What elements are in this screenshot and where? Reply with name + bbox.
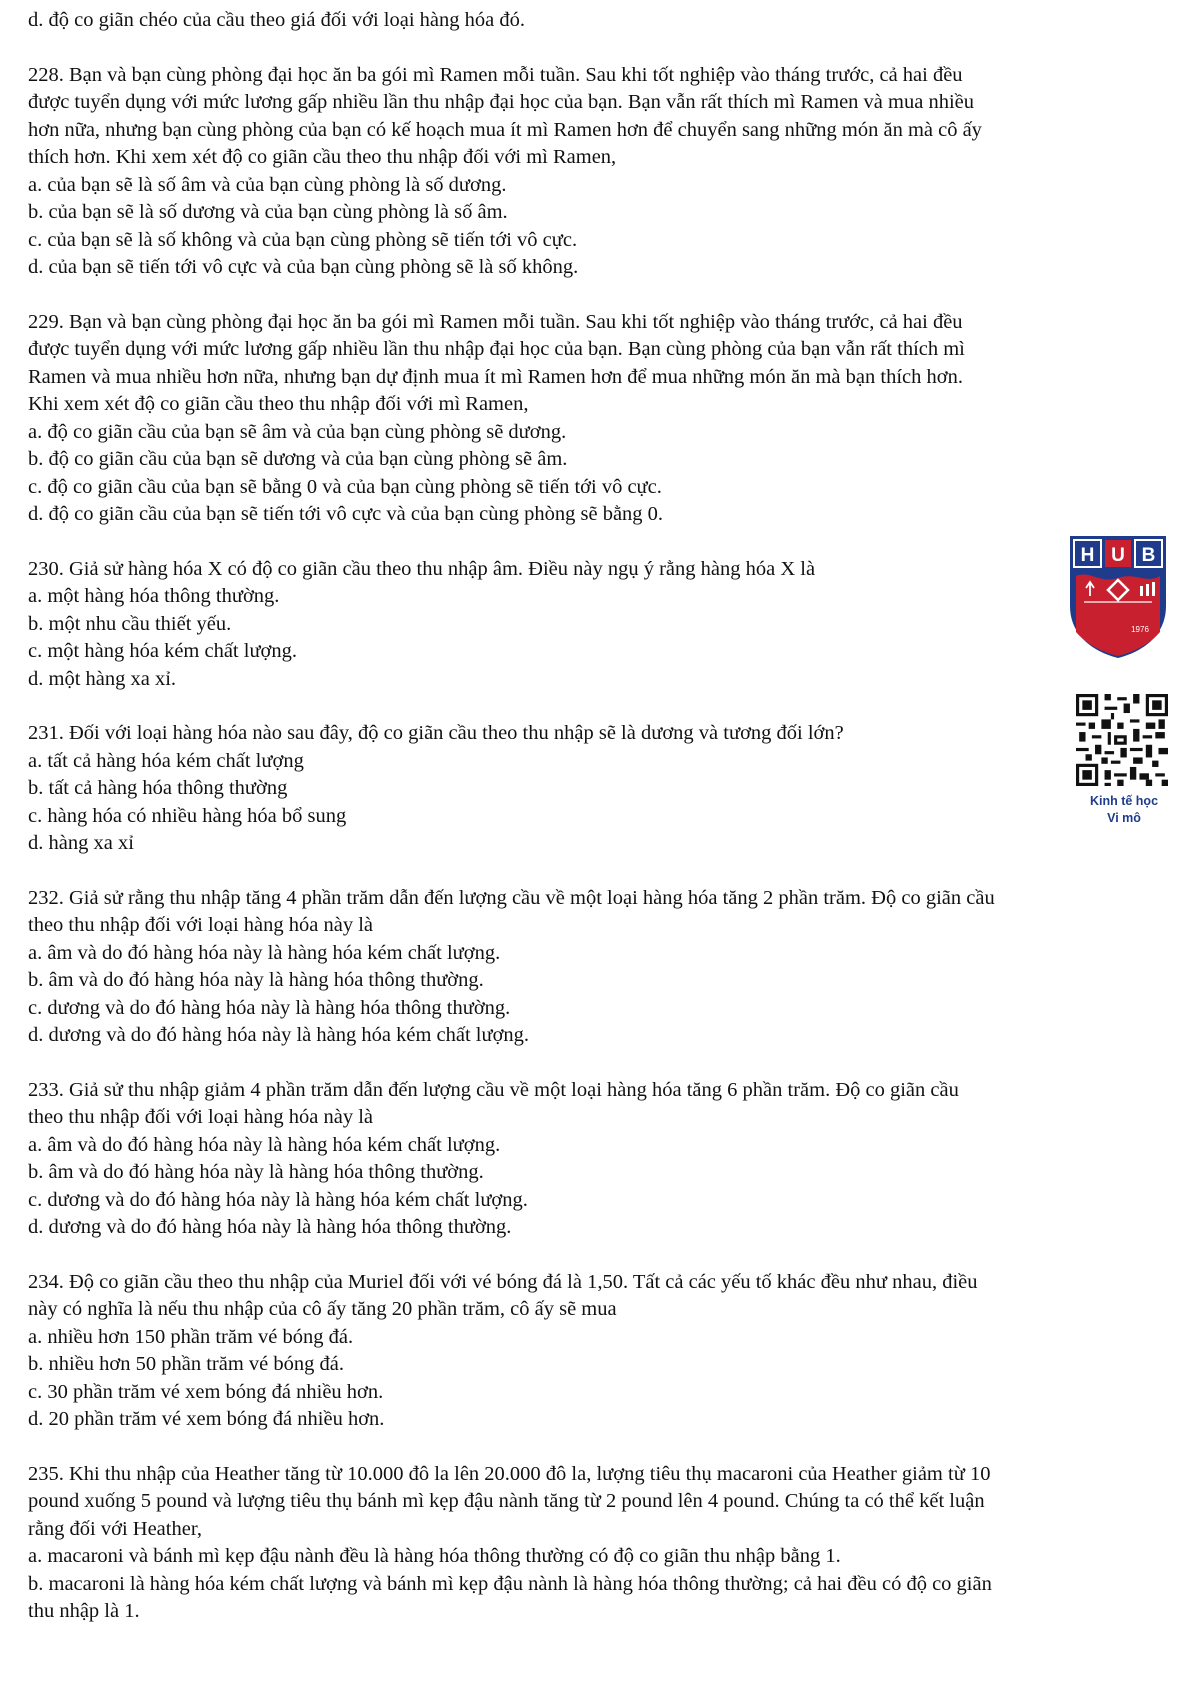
text-line: b. âm và do đó hàng hóa này là hàng hóa thông thường.	[28, 1161, 484, 1183]
logo-caption-line-2: Vi mô	[1107, 811, 1141, 825]
text-line: thích hơn. Khi xem xét độ co giãn cầu theo thu nhập đối với mì Ramen,	[28, 146, 617, 168]
text-line: d. hàng xa xỉ	[28, 832, 134, 854]
text-line: b. âm và do đó hàng hóa này là hàng hóa thông thường.	[28, 969, 484, 991]
text-line: d. độ co giãn cầu của bạn sẽ tiến tới vô cực và của bạn cùng phòng sẽ bằng 0.	[28, 503, 664, 525]
logo-letter-h: H	[1080, 545, 1095, 566]
logo-year: 1976	[1131, 625, 1149, 634]
text-line: rằng đối với Heather,	[28, 1517, 202, 1540]
text-line: c. dương và do đó hàng hóa này là hàng hóa kém chất lượng.	[28, 1188, 528, 1211]
text-line: này có nghĩa là nếu thu nhập của cô ấy tăng 20 phần trăm, cô ấy sẽ mua	[28, 1298, 617, 1320]
text-line: hơn nữa, nhưng bạn cùng phòng của bạn có kế hoạch mua ít mì Ramen hơn để chuyển sang những món ăn mà cô ấy	[28, 118, 982, 141]
question-stem-line: 234. Độ co giãn cầu theo thu nhập của Muriel đối với vé bóng đá là 1,50. Tất cả các yếu tố khác đều như nhau, điều	[28, 1270, 978, 1293]
logo-letter-b: B	[1141, 545, 1156, 566]
text-line: b. nhiều hơn 50 phần trăm vé bóng đá.	[28, 1353, 344, 1375]
question-stem-line: 235. Khi thu nhập của Heather tăng từ 10.000 đô la lên 20.000 đô la, lượng tiêu thụ macaroni của Heather giảm từ 10	[28, 1462, 991, 1485]
logo-caption-line-1: Kinh tế học	[1089, 794, 1159, 808]
text-line: được tuyển dụng với mức lương gấp nhiều lần thu nhập đại học của bạn. Bạn vẫn rất thích mì Ramen và mua nhiều	[28, 91, 974, 113]
text-line: Khi xem xét độ co giãn cầu theo thu nhập đối với mì Ramen,	[28, 393, 529, 415]
hub-logo	[1070, 536, 1166, 658]
text-line: b. macaroni là hàng hóa kém chất lượng và bánh mì kẹp đậu nành là hàng hóa thông thường; cả hai đều có độ co giãn	[28, 1572, 992, 1595]
text-line: d. độ co giãn chéo của cầu theo giá đối với loại hàng hóa đó.	[28, 9, 525, 31]
text-line: theo thu nhập đối với loại hàng hóa này là	[28, 914, 374, 936]
text-line: a. macaroni và bánh mì kẹp đậu nành đều là hàng hóa thông thường có độ co giãn thu nhập bằng 1.	[28, 1545, 841, 1567]
text-line: b. một nhu cầu thiết yếu.	[28, 612, 232, 635]
text-line: c. một hàng hóa kém chất lượng.	[28, 640, 298, 662]
text-line: Ramen và mua nhiều hơn nữa, nhưng bạn dự định mua ít mì Ramen hơn để mua những món ăn mà bạn thích hơn.	[28, 365, 963, 388]
text-line: c. của bạn sẽ là số không và của bạn cùng phòng sẽ tiến tới vô cực.	[28, 228, 578, 251]
question-stem-line: 231. Đối với loại hàng hóa nào sau đây, độ co giãn cầu theo thu nhập sẽ là dương và tương đối lớn?	[28, 722, 844, 744]
question-stem-line: 229. Bạn và bạn cùng phòng đại học ăn ba gói mì Ramen mỗi tuần. Sau khi tốt nghiệp vào tháng trước, cả hai đều	[28, 310, 963, 333]
text-line: b. độ co giãn cầu của bạn sẽ dương và của bạn cùng phòng sẽ âm.	[28, 448, 568, 470]
text-line: c. dương và do đó hàng hóa này là hàng hóa thông thường.	[28, 996, 511, 1019]
text-line: d. 20 phần trăm vé xem bóng đá nhiều hơn.	[28, 1408, 385, 1430]
text-line: a. tất cả hàng hóa kém chất lượng	[28, 749, 304, 772]
text-line: d. một hàng xa xỉ.	[28, 667, 177, 690]
text-line: d. dương và do đó hàng hóa này là hàng hóa thông thường.	[28, 1216, 512, 1238]
text-line: a. một hàng hóa thông thường.	[28, 585, 280, 607]
question-stem-line: 228. Bạn và bạn cùng phòng đại học ăn ba gói mì Ramen mỗi tuần. Sau khi tốt nghiệp vào tháng trước, cả hai đều	[28, 63, 963, 86]
text-line: c. 30 phần trăm vé xem bóng đá nhiều hơn.	[28, 1380, 384, 1403]
text-line: theo thu nhập đối với loại hàng hóa này là	[28, 1106, 374, 1128]
document-page	[28, 0, 1168, 1626]
question-stem-line: 230. Giả sử hàng hóa X có độ co giãn cầu theo thu nhập âm. Điều này ngụ ý rằng hàng hóa X là	[28, 557, 816, 580]
qr-code-icon	[1076, 694, 1168, 786]
text-line: d. của bạn sẽ tiến tới vô cực và của bạn cùng phòng sẽ là số không.	[28, 256, 579, 278]
text-line: c. độ co giãn cầu của bạn sẽ bằng 0 và của bạn cùng phòng sẽ tiến tới vô cực.	[28, 475, 662, 498]
text-line: a. của bạn sẽ là số âm và của bạn cùng phòng là số dương.	[28, 173, 507, 196]
text-line: a. độ co giãn cầu của bạn sẽ âm và của bạn cùng phòng sẽ dương.	[28, 420, 567, 443]
text-line: b. của bạn sẽ là số dương và của bạn cùng phòng là số âm.	[28, 201, 508, 223]
text-line: d. dương và do đó hàng hóa này là hàng hóa kém chất lượng.	[28, 1024, 530, 1046]
text-line: thu nhập là 1.	[28, 1600, 140, 1622]
question-stem-line: 232. Giả sử rằng thu nhập tăng 4 phần trăm dẫn đến lượng cầu về một loại hàng hóa tăng 2 phần trăm. Độ co giãn cầu	[28, 886, 995, 909]
hub-shield-icon	[1070, 536, 1166, 658]
text-line: được tuyển dụng với mức lương gấp nhiều lần thu nhập đại học của bạn. Bạn cùng phòng của bạn vẫn rất thích mì	[28, 338, 965, 360]
text-line: b. tất cả hàng hóa thông thường	[28, 777, 288, 799]
logo-letter-u: U	[1111, 545, 1125, 566]
text-line: a. âm và do đó hàng hóa này là hàng hóa kém chất lượng.	[28, 1133, 501, 1156]
logo-caption	[1068, 793, 1180, 827]
text-line: a. âm và do đó hàng hóa này là hàng hóa kém chất lượng.	[28, 941, 501, 964]
text-line: c. hàng hóa có nhiều hàng hóa bổ sung	[28, 804, 347, 827]
text-line: a. nhiều hơn 150 phần trăm vé bóng đá.	[28, 1325, 354, 1348]
question-stem-line: 233. Giả sử thu nhập giảm 4 phần trăm dẫn đến lượng cầu về một loại hàng hóa tăng 6 phần trăm. Độ co giãn cầu	[28, 1078, 959, 1101]
text-line: pound xuống 5 pound và lượng tiêu thụ bánh mì kẹp đậu nành tăng từ 2 pound lên 4 pound. Chúng ta có thể kết luận	[28, 1490, 985, 1512]
